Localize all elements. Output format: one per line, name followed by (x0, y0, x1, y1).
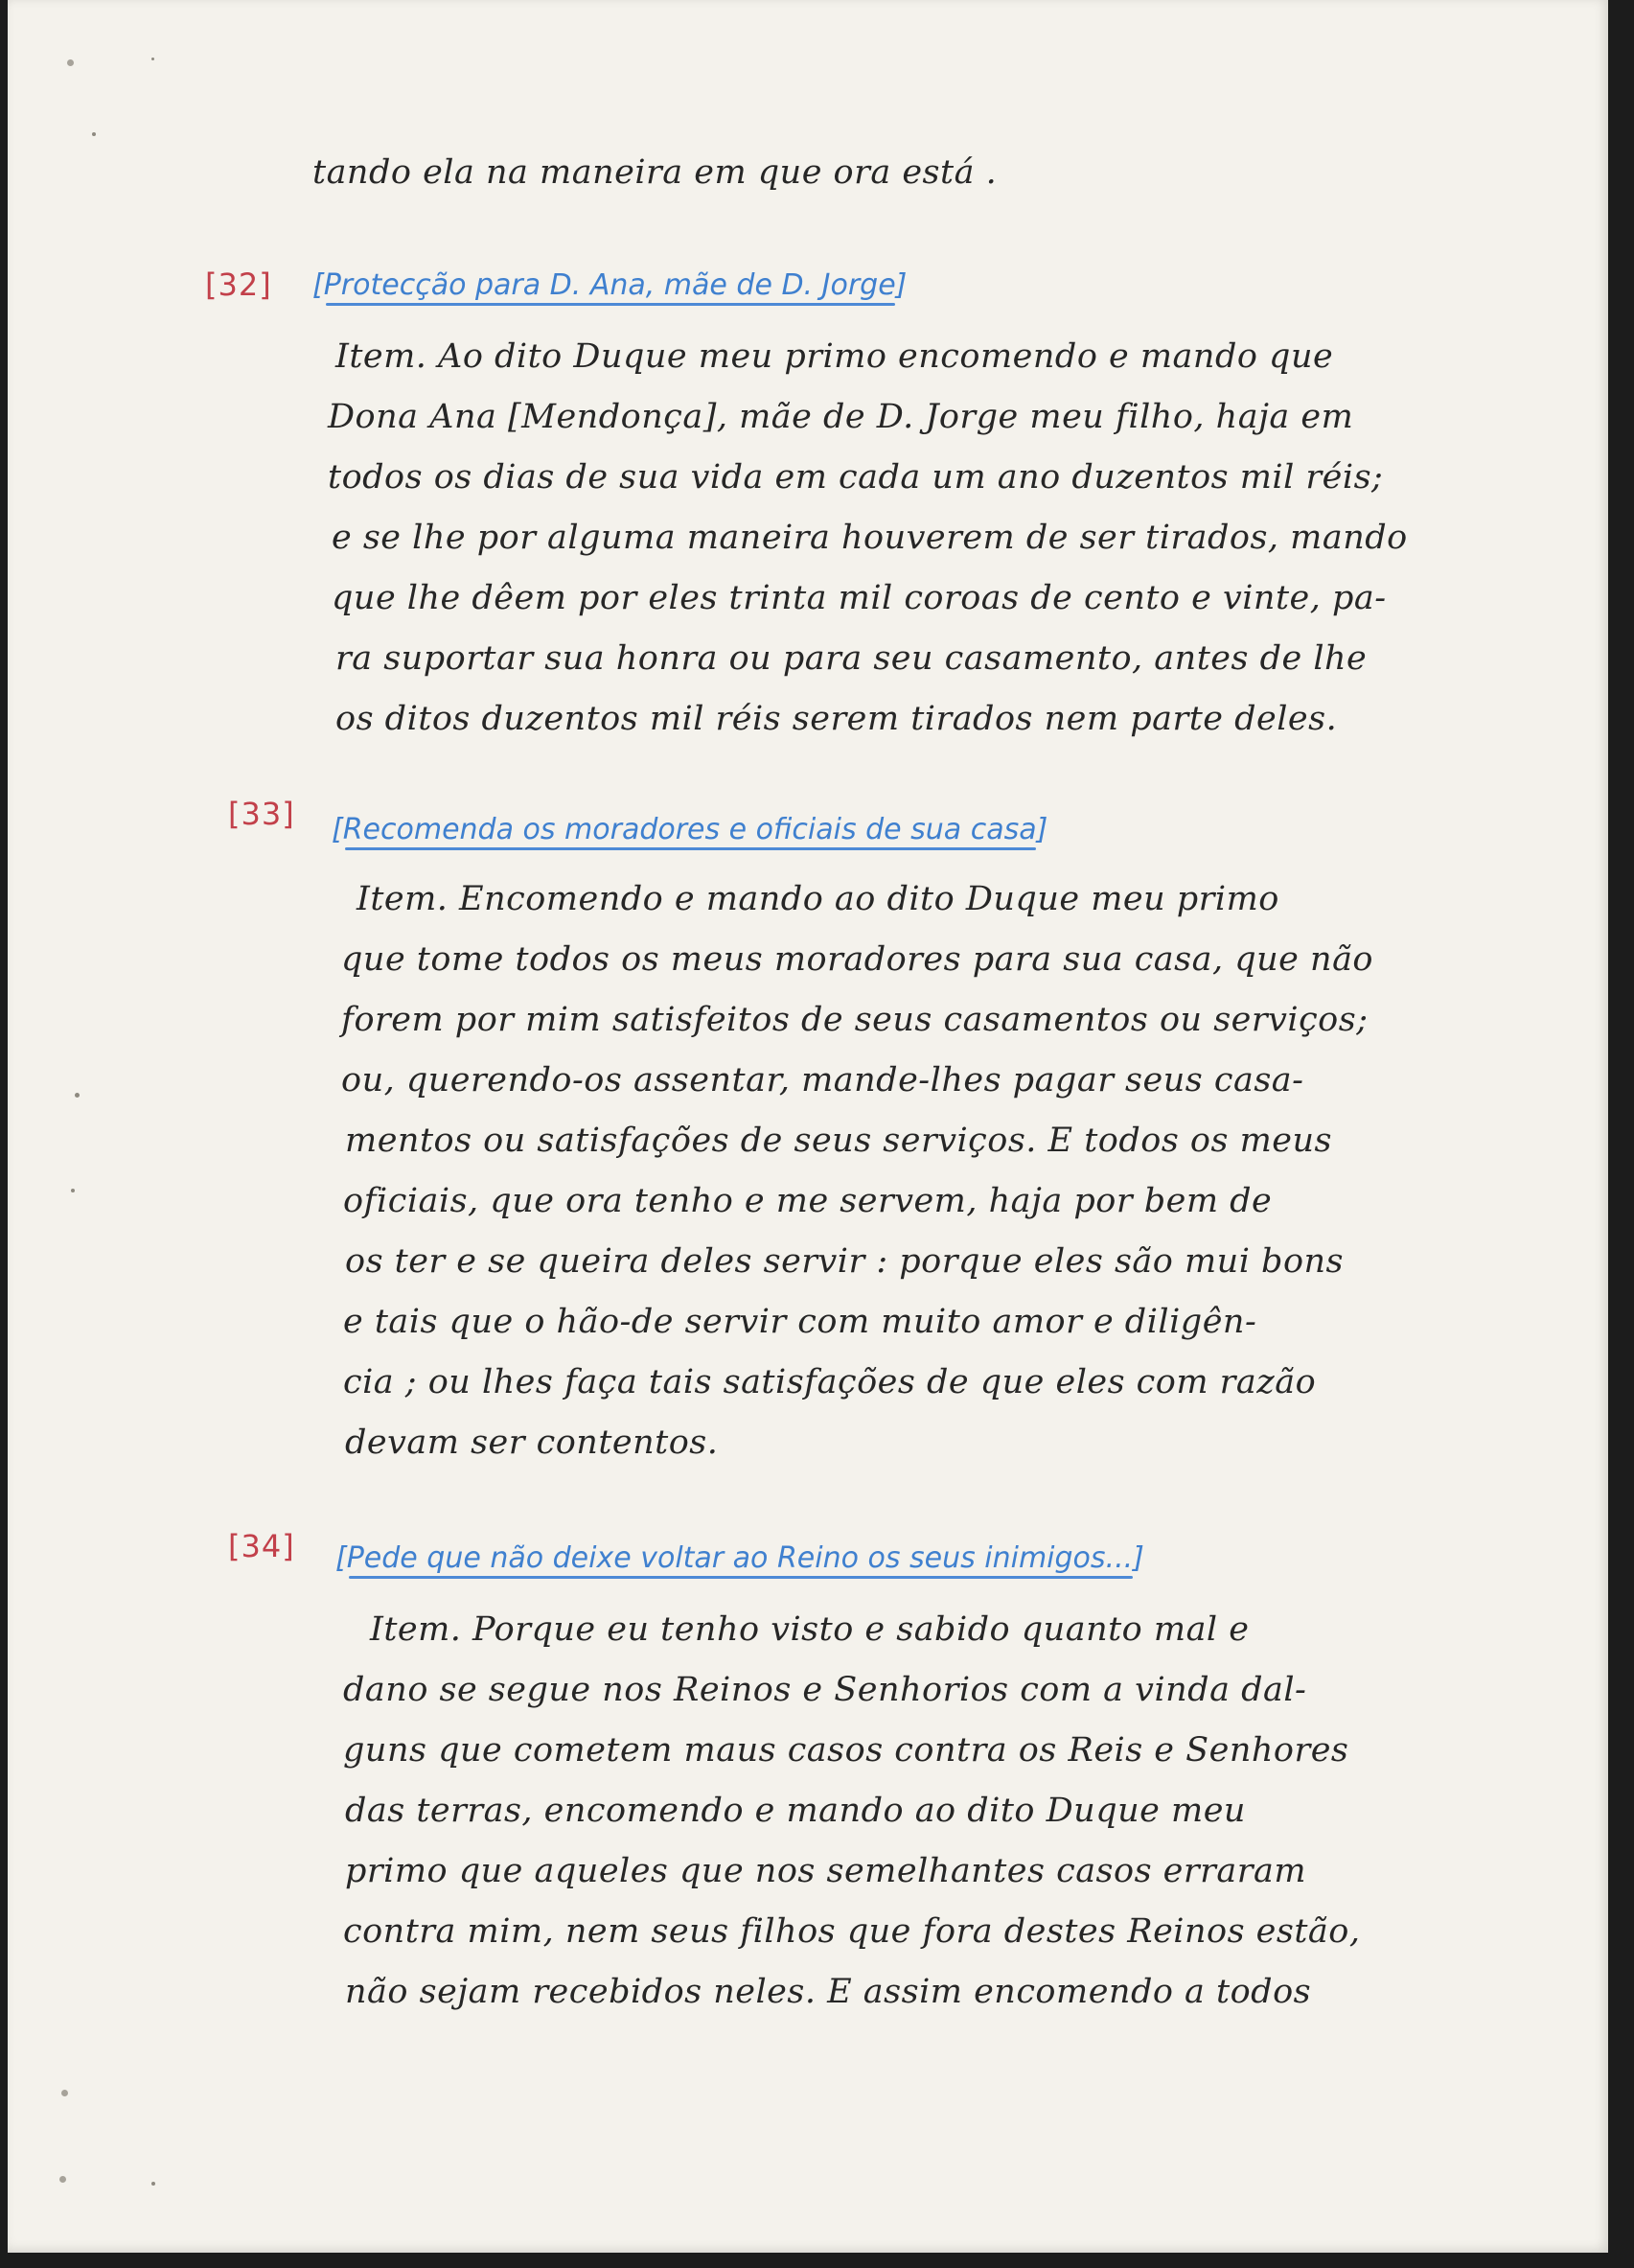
text-line: dano se segue nos Reinos e Senhorios com a vinda dal- (343, 1671, 1307, 1709)
entry-heading (332, 813, 1047, 846)
punch-hole-mark (61, 2090, 68, 2096)
text-line: não sejam recebidos neles. E assim encomendo a todos (345, 1973, 1312, 2011)
text-line: e tais que o hão-de servir com muito amor e diligên- (343, 1303, 1257, 1341)
entry-number: [33] (228, 796, 295, 832)
heading-underline (326, 303, 895, 306)
entry-heading (312, 268, 907, 302)
paper-speck (75, 1093, 80, 1098)
text-line: que lhe dêem por eles trinta mil coroas de cento e vinte, pa- (332, 579, 1387, 617)
entry-heading-text: [Pede que não deixe voltar ao Reino os seus inimigos...] (335, 1541, 1144, 1575)
heading-underline (349, 1576, 1133, 1579)
heading-underline (345, 847, 1036, 850)
text-line: mentos ou satisfações de seus serviços. E todos os meus (345, 1122, 1332, 1160)
paper-speck (92, 132, 96, 136)
opening-line: tando ela na maneira em que ora está . (312, 153, 998, 192)
text-line: contra mim, nem seus filhos que fora destes Reinos estão, (343, 1912, 1361, 1951)
text-line: devam ser contentos. (345, 1423, 719, 1462)
text-line: Dona Ana [Mendonça], mãe de D. Jorge meu filho, haja em (328, 398, 1354, 436)
text-line: ra suportar sua honra ou para seu casamento, antes de lhe (335, 639, 1368, 678)
text-line: Item. Porque eu tenho visto e sabido quanto mal e (370, 1610, 1250, 1649)
entry-heading (335, 1541, 1144, 1575)
text-line: todos os dias de sua vida em cada um ano duzentos mil réis; (328, 458, 1384, 497)
punch-hole-mark (59, 2176, 66, 2183)
text-line: cia ; ou lhes faça tais satisfações de que eles com razão (343, 1363, 1317, 1401)
manuscript-page (8, 0, 1608, 2253)
text-line: e se lhe por alguma maneira houverem de ser tirados, mando (332, 519, 1408, 557)
text-line: oficiais, que ora tenho e me servem, haja por bem de (343, 1182, 1273, 1220)
text-line: ou, querendo-os assentar, mande-lhes pagar seus casa- (341, 1061, 1304, 1099)
text-line: Item. Encomendo e mando ao dito Duque meu primo (357, 880, 1279, 918)
text-line: que tome todos os meus moradores para sua casa, que não (341, 940, 1374, 979)
text-line: os ditos duzentos mil réis serem tirados nem parte deles. (335, 700, 1338, 738)
paper-speck (71, 1189, 75, 1192)
paper-speck (151, 2182, 155, 2186)
paper-speck (151, 58, 154, 60)
entry-number: [34] (228, 1528, 295, 1564)
text-line: das terras, encomendo e mando ao dito Duque meu (345, 1792, 1246, 1830)
entry-number: [32] (205, 266, 272, 303)
text-line: guns que cometem maus casos contra os Reis e Senhores (343, 1731, 1349, 1770)
text-line: primo que aqueles que nos semelhantes casos erraram (345, 1852, 1307, 1890)
punch-hole-mark (67, 59, 74, 66)
text-line: forem por mim satisfeitos de seus casamentos ou serviços; (341, 1001, 1369, 1039)
text-line: os ter e se queira deles servir : porque eles são mui bons (345, 1242, 1345, 1281)
entry-heading-text: [Recomenda os moradores e oficiais de sua casa] (332, 813, 1048, 846)
text-line: Item. Ao dito Duque meu primo encomendo e mando que (335, 337, 1334, 376)
entry-heading-text: [Protecção para D. Ana, mãe de D. Jorge] (312, 268, 908, 302)
